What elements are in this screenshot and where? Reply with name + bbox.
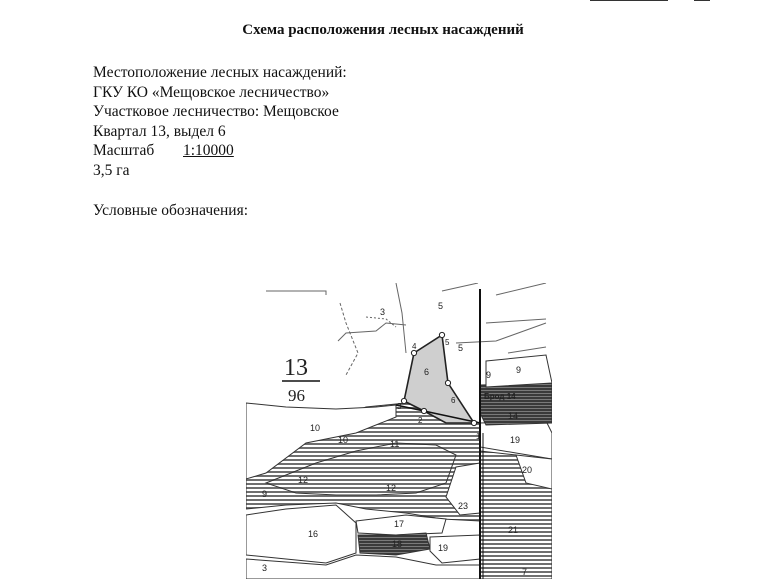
plot-label: 9 xyxy=(262,489,268,499)
quarter: Квартал 13, выдел 6 xyxy=(93,122,226,140)
plot-label: 9 xyxy=(516,365,522,375)
plot-label: 18 xyxy=(392,539,403,549)
plot-label: 21 xyxy=(508,525,519,535)
location-info xyxy=(93,63,347,181)
plot-label: 7 xyxy=(522,567,528,577)
location-label: Местоположение лесных насаждений: xyxy=(93,64,347,81)
plot-label: 3 xyxy=(262,563,268,573)
plot-label: 19 xyxy=(510,435,521,445)
header-rule-right xyxy=(694,0,710,1)
area: 3,5 га xyxy=(93,161,130,179)
forest-map-svg xyxy=(246,283,552,579)
plot-label: 5 xyxy=(438,301,444,311)
vertex-label: 2 xyxy=(418,416,423,425)
quarter-number: 13 xyxy=(284,355,308,381)
vertex-label: 6 xyxy=(451,396,456,405)
vertex-label: 5 xyxy=(445,338,450,347)
plot-label: 3 xyxy=(380,307,386,317)
plot-label: 14 xyxy=(508,411,519,421)
map-annotation: Брод 14 xyxy=(484,392,516,401)
plot-label: 20 xyxy=(522,465,533,475)
vertex-label: 3 xyxy=(397,402,402,411)
legend-label: Условные обозначения: xyxy=(93,202,249,219)
plot-label: 16 xyxy=(308,529,319,539)
plot-label: 9 xyxy=(486,370,492,380)
vertex-label: 1 xyxy=(476,432,481,441)
plot-16-white xyxy=(246,505,356,563)
plot-label: 11 xyxy=(390,439,400,449)
plot-label: 12 xyxy=(298,475,309,485)
plot-label: 10 xyxy=(310,423,321,433)
header-rule-left xyxy=(590,0,668,1)
district: Участковое лесничество: Мещовское xyxy=(93,103,339,121)
scale-row xyxy=(93,141,347,161)
quarter-area: 96 xyxy=(288,386,305,405)
plot-label: 19 xyxy=(438,543,449,553)
organization: ГКУ КО «Мещовское лесничество» xyxy=(93,83,330,101)
plot-label: 17 xyxy=(394,519,405,529)
plot-label: 6 xyxy=(424,367,430,377)
scale-label: Масштаб xyxy=(93,142,155,160)
vertex-label: 4 xyxy=(412,342,417,351)
plot-label: 23 xyxy=(458,501,469,511)
plot-label: 5 xyxy=(458,343,464,353)
plot-label: 10 xyxy=(338,435,349,445)
plot-label: 12 xyxy=(386,483,397,493)
scale-value: 1:10000 xyxy=(183,142,234,160)
page-title: Схема расположения лесных насаждений xyxy=(242,22,524,38)
header-rules xyxy=(566,0,766,6)
forest-map xyxy=(246,283,552,579)
